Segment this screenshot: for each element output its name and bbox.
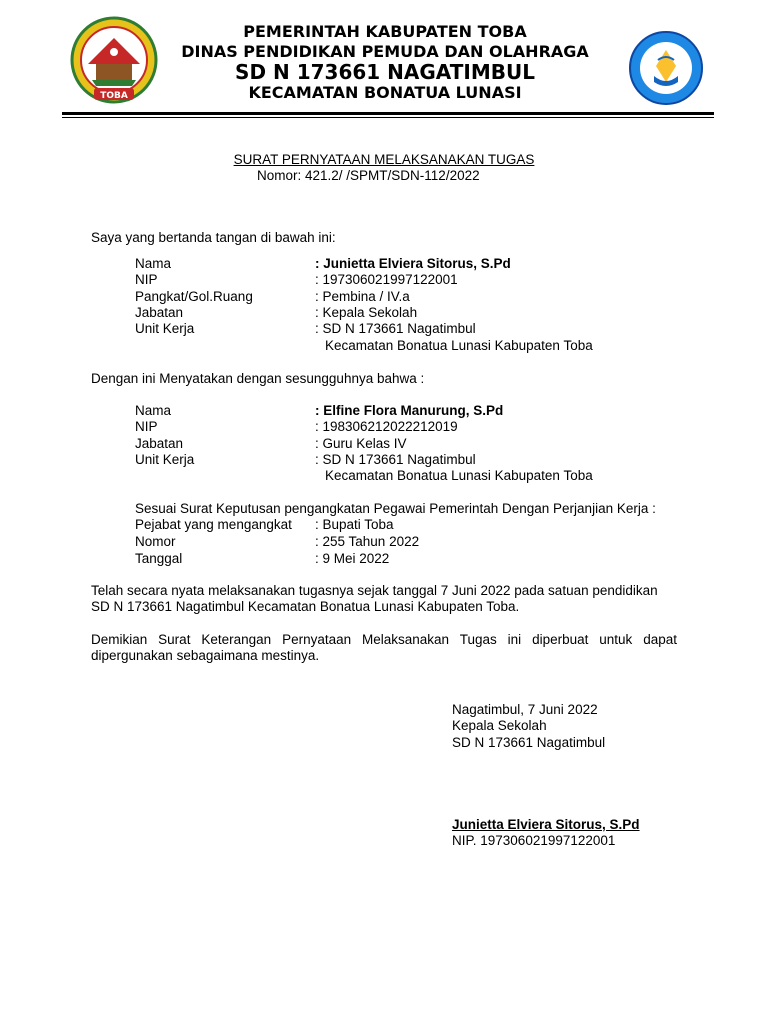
para1-line1: Telah secara nyata melaksanakan tugasnya sejak tanggal 7 Juni 2022 pada satuan pendidikan [91,583,658,598]
signature-school: SD N 173661 Nagatimbul [452,735,606,750]
signer-value-nip: : 197306021997122001 [315,272,458,287]
sk-label-tanggal: Tanggal [135,551,183,566]
employee-label-nama: Nama [135,403,172,418]
para1-line2: SD N 173661 Nagatimbul Kecamatan Bonatua Lunasi Kabupaten Toba. [91,599,520,614]
declare-text: Dengan ini Menyatakan dengan sesungguhnya bahwa : [91,371,425,386]
header-line-1: PEMERINTAH KABUPATEN TOBA [243,22,527,41]
employee-value-unit: : SD N 173661 Nagatimbul [315,452,476,467]
sk-value-nomor: : 255 Tahun 2022 [315,534,420,549]
letter-title: SURAT PERNYATAAN MELAKSANAKAN TUGAS [233,152,535,167]
employee-value-nama: : Elfine Flora Manurung, S.Pd [315,403,504,418]
employee-label-nip: NIP [135,419,158,434]
toba-logo-text: TOBA [100,91,128,101]
employee-value-unit-cont: Kecamatan Bonatua Lunasi Kabupaten Toba [325,468,593,483]
sk-label-nomor: Nomor [135,534,176,549]
employee-label-unit: Unit Kerja [135,452,195,467]
signer-value-nama: : Junietta Elviera Sitorus, S.Pd [315,256,511,271]
tut-wuri-handayani-logo [628,30,704,106]
intro-text: Saya yang bertanda tangan di bawah ini: [91,230,336,245]
sk-heading: Sesuai Surat Keputusan pengangkatan Pegawai Pemerintah Dengan Perjanjian Kerja : [135,501,656,516]
employee-value-nip: : 198306212022212019 [315,419,458,434]
signer-value-unit: : SD N 173661 Nagatimbul [315,321,476,336]
sk-label-pejabat: Pejabat yang mengangkat [135,517,292,532]
signer-value-unit-cont: Kecamatan Bonatua Lunasi Kabupaten Toba [325,338,593,353]
sk-value-tanggal: : 9 Mei 2022 [315,551,390,566]
employee-label-jabatan: Jabatan [135,436,184,451]
header-line-4: KECAMATAN BONATUA LUNASI [248,83,522,102]
signer-label-nip: NIP [135,272,158,287]
signature-name: Junietta Elviera Sitorus, S.Pd [452,817,640,832]
signer-label-unit: Unit Kerja [135,321,195,336]
signer-value-pangkat: : Pembina / IV.a [315,289,410,304]
signer-value-jabatan: : Kepala Sekolah [315,305,418,320]
header-rule-thin [62,117,714,118]
para2-line1: Demikian Surat Keterangan Pernyataan Melaksanakan Tugas ini diperbuat untuk dapat [91,632,677,647]
signer-label-nama: Nama [135,256,172,271]
signature-place-date: Nagatimbul, 7 Juni 2022 [452,702,598,717]
letter-number: Nomor: 421.2/ /SPMT/SDN-112/2022 [257,168,480,183]
signature-role: Kepala Sekolah [452,718,547,733]
employee-value-jabatan: : Guru Kelas IV [315,436,407,451]
para2-line2: dipergunakan sebagaimana mestinya. [91,648,320,663]
sk-value-pejabat: : Bupati Toba [315,517,394,532]
header-rule-thick [62,112,714,115]
header-line-2: DINAS PENDIDIKAN PEMUDA DAN OLAHRAGA [181,42,589,61]
signature-nip: NIP. 197306021997122001 [452,833,616,848]
signer-label-pangkat: Pangkat/Gol.Ruang [135,289,253,304]
signer-label-jabatan: Jabatan [135,305,184,320]
header-line-3: SD N 173661 NAGATIMBUL [235,60,535,84]
